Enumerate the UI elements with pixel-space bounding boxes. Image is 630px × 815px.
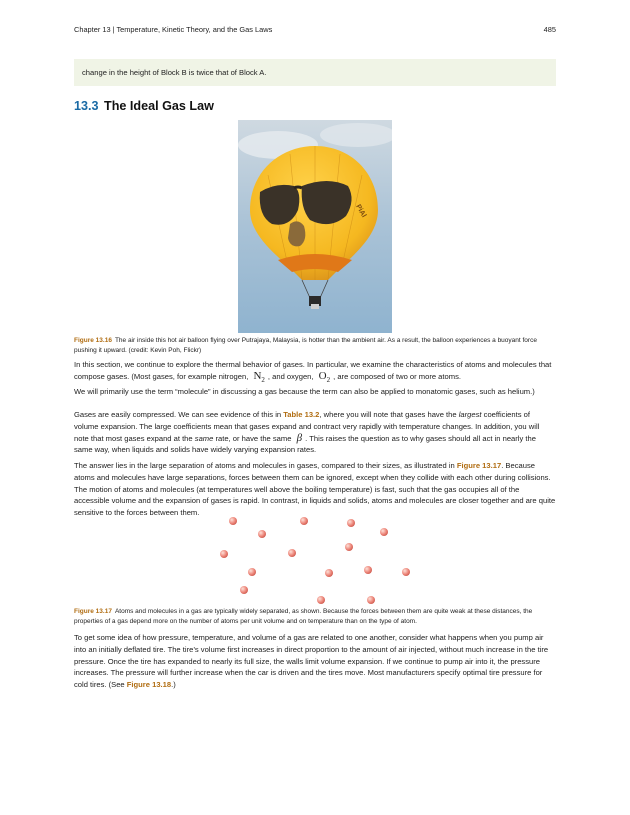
gas-molecule (364, 566, 372, 574)
note-box (74, 59, 556, 86)
hot-air-balloon-photo (238, 120, 392, 333)
note-text: change in the height of Block B is twice that of Block A. (82, 68, 267, 77)
paragraph: The answer lies in the large separation of atoms and molecules in gases, compared to their sizes, as illustrated in Figure 13.17. Because atoms and molecules have large separations, forces between them can be ignored, except when they collide with each other during collisions. The motion of atoms and molecules (at temperatures well above the boiling temperature) is fast, such that the gas occupies all of the accessible volume and the expansion of gases is rapid. In contrast, in liquids and solids, atoms and molecules are closer together and are quite sensitive to the forces between them. (74, 461, 556, 518)
math-o2: $O_2$ (318, 369, 331, 384)
gas-molecule (248, 568, 256, 576)
chapter-title: Chapter 13 | Temperature, Kinetic Theory, and the Gas Laws (74, 25, 273, 34)
gas-molecule (380, 528, 388, 536)
section-heading (74, 99, 214, 113)
paragraph: Gases are easily compressed. We can see evidence of this in Table 13.2, where you will note that gases have the largest coefficients of volume expansion. The large coefficients mean that gases expand and contract very rapidly with temperature changes. In addition, you will note that most gases expand at the same rate, or have the same β . This raises the question as to why gases should all act in nearly the same way, when liquids and solids have widely varying expansion rates. (74, 410, 540, 455)
math-beta: β (296, 431, 303, 444)
link-figure-13-18[interactable]: Figure 13.18 (126, 680, 172, 690)
gas-molecule (347, 519, 355, 527)
balloon-nose (288, 221, 305, 246)
gas-molecule (345, 543, 353, 551)
gas-molecules-diagram (205, 512, 425, 608)
section-title: The Ideal Gas Law (104, 99, 214, 113)
paragraph: To get some idea of how pressure, temperature, and volume of a gas are related to one another, consider what happens when you pump air into an initially deflated tire. The tire’s volume first increases in direct proportion to the amount of air injected, without much increase in the tire pressure. Once the tire has expanded to nearly its full size, the walls limit volume expansion. If we continue to pump air into it, the pressure increases. The pressure will further increase when the car is driven and the tires move. Most manufacturers specify optimal tire pressure for cold tires. (See Figure 13.18.) (74, 633, 549, 690)
link-table-13-2[interactable]: Table 13.2 (283, 410, 320, 419)
balloon-logo-text: PiAl (354, 203, 368, 219)
gas-molecule (367, 596, 375, 604)
page-header (74, 25, 556, 37)
paragraph: In this section, we continue to explore the thermal behavior of gases. In particular, we examine the characteristics of atoms and molecules that compose gases. (Most gases, for example nitrogen, $N_2$ , and oxygen, $O_2$ , are composed of two or more atoms. (74, 360, 552, 384)
figure-label: Figure 13.17 (74, 608, 112, 615)
gas-molecule (258, 530, 266, 538)
gas-molecule (402, 568, 410, 576)
gas-molecule (317, 596, 325, 604)
gas-molecule (300, 517, 308, 525)
figure-13-16-caption (74, 336, 556, 355)
section-number: 13.3 (74, 99, 99, 113)
caption-text: Atoms and molecules in a gas are typically widely separated, as shown. Because the forces between them are quite weak at these distances, the properties of a gas depend more on the number of atoms per unit volume and on temperature than on the type of atom. (74, 608, 533, 625)
caption-text: The air inside this hot air balloon flying over Putrajaya, Malaysia, is hotter than the ambient air. As a result, the balloon experiences a buoyant force pushing it upward. (credit: Kevin Poh, Flickr) (74, 337, 537, 354)
figure-label: Figure 13.16 (74, 337, 112, 344)
figure-13-17-caption (74, 607, 556, 626)
gas-molecule (229, 517, 237, 525)
gas-molecule (220, 550, 228, 558)
gas-molecule (240, 586, 248, 594)
paragraph: We will primarily use the term “molecule” in discussing a gas because the term can also be applied to monatomic gases, such as helium.) (74, 387, 535, 396)
page-number: 485 (543, 25, 556, 34)
math-n2: $N_2$ (253, 369, 265, 384)
link-figure-13-17[interactable]: Figure 13.17 (456, 461, 502, 470)
gas-molecule (288, 549, 296, 557)
gas-molecule (325, 569, 333, 577)
